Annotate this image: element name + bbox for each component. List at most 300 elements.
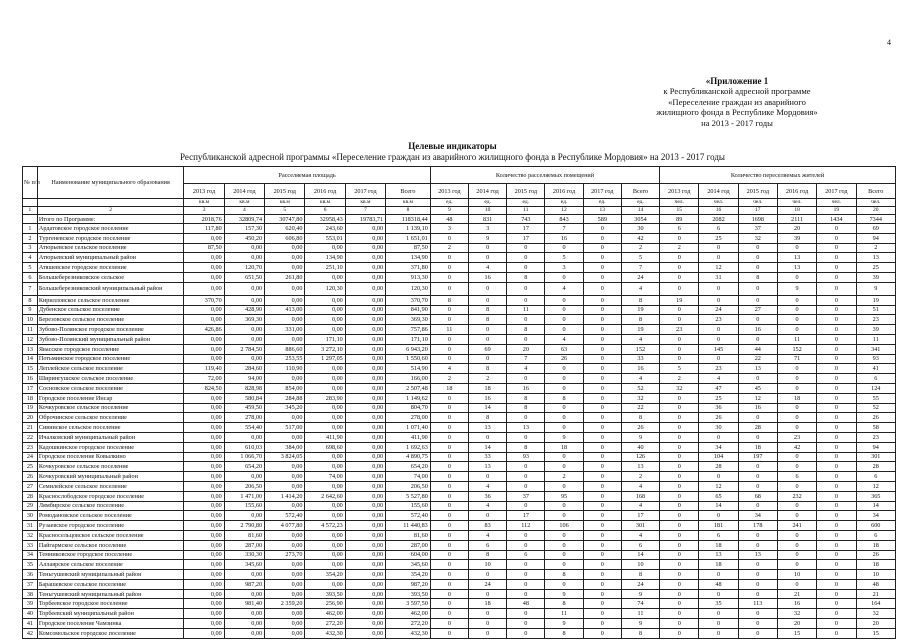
- value-cell: 0: [507, 374, 545, 384]
- value-cell: 0: [430, 609, 468, 619]
- value-cell: 0: [583, 272, 621, 282]
- value-cell: 9: [545, 432, 583, 442]
- value-cell: 26: [856, 550, 896, 560]
- year-header: 2013 год: [430, 184, 468, 199]
- value-cell: 16: [738, 403, 777, 413]
- value-cell: 42: [777, 442, 816, 452]
- value-cell: 0: [738, 589, 777, 599]
- value-cell: 0,00: [305, 452, 345, 462]
- value-cell: 0,00: [345, 272, 385, 282]
- value-cell: 0,00: [224, 282, 264, 295]
- value-cell: 18: [545, 442, 583, 452]
- value-cell: 0,00: [265, 579, 305, 589]
- value-cell: 572,40: [386, 511, 431, 521]
- value-cell: 197: [738, 452, 777, 462]
- value-cell: 0: [583, 462, 621, 472]
- value-cell: 345,20: [265, 403, 305, 413]
- value-cell: 44: [738, 344, 777, 354]
- table-row: [23, 413, 896, 423]
- table-row: [23, 233, 896, 243]
- value-cell: 0: [817, 413, 856, 423]
- value-cell: 0,00: [345, 628, 385, 638]
- value-cell: 181: [699, 521, 738, 531]
- value-cell: 0: [738, 432, 777, 442]
- value-cell: 0,00: [265, 432, 305, 442]
- municipality-name: Потьминское городское поселение: [37, 354, 184, 364]
- value-cell: 2 790,80: [224, 521, 264, 531]
- value-cell: 16: [469, 272, 507, 282]
- value-cell: 8: [545, 393, 583, 403]
- value-cell: 0: [660, 628, 699, 638]
- value-cell: 145: [699, 344, 738, 354]
- value-cell: 0,00: [184, 442, 224, 452]
- col-name-header: Наименование муниципального образования: [37, 167, 184, 199]
- value-cell: 459,50: [224, 403, 264, 413]
- value-cell: 0: [738, 619, 777, 629]
- value-cell: 94,00: [224, 374, 264, 384]
- value-cell: 1 139,10: [386, 224, 431, 234]
- value-cell: 0: [817, 334, 856, 344]
- value-cell: 0: [660, 540, 699, 550]
- column-number: 14: [621, 207, 659, 215]
- value-cell: 0: [660, 521, 699, 531]
- total-label: Итого по Программе:: [37, 215, 184, 224]
- value-cell: 0: [430, 315, 468, 325]
- municipality-name: Тургеневское городское поселение: [37, 233, 184, 243]
- value-cell: 26: [856, 413, 896, 423]
- value-cell: 0: [660, 560, 699, 570]
- value-cell: 0: [738, 481, 777, 491]
- value-cell: 0,00: [184, 511, 224, 521]
- row-number: 31: [23, 521, 38, 531]
- value-cell: 331,00: [265, 325, 305, 335]
- value-cell: 5: [545, 253, 583, 263]
- value-cell: 24: [621, 272, 659, 282]
- column-number: 13: [583, 207, 621, 215]
- value-cell: 301: [856, 452, 896, 462]
- value-cell: 0,00: [265, 334, 305, 344]
- appendix-line: к Республиканской адресной программе: [663, 86, 811, 97]
- total-value: 3054: [621, 215, 659, 224]
- value-cell: 119,40: [184, 364, 224, 374]
- municipality-name: Сивинское сельское поселение: [37, 423, 184, 433]
- value-cell: 48: [856, 579, 896, 589]
- value-cell: 206,50: [386, 481, 431, 491]
- value-cell: 0: [777, 364, 816, 374]
- table-row: [23, 325, 896, 335]
- value-cell: 0: [430, 253, 468, 263]
- value-cell: 18: [738, 442, 777, 452]
- row-number: 3: [23, 243, 38, 253]
- row-number: 11: [23, 325, 38, 335]
- group-header-premises: Количество расселяемых помещений: [430, 167, 659, 184]
- table-row: [23, 452, 896, 462]
- value-cell: 48: [507, 599, 545, 609]
- value-cell: 301: [621, 521, 659, 531]
- value-cell: 0: [583, 263, 621, 273]
- value-cell: 0: [699, 253, 738, 263]
- value-cell: 0,00: [184, 589, 224, 599]
- value-cell: 0: [430, 403, 468, 413]
- municipality-name: Ромодановское сельское поселение: [37, 511, 184, 521]
- total-value: 32958,43: [305, 215, 345, 224]
- value-cell: 514,90: [386, 364, 431, 374]
- year-header: 2016 год: [305, 184, 345, 199]
- value-cell: 0: [583, 224, 621, 234]
- value-cell: 0,00: [184, 579, 224, 589]
- value-cell: 0: [660, 253, 699, 263]
- indicators-table: [22, 166, 896, 639]
- value-cell: 13: [469, 423, 507, 433]
- value-cell: 55: [856, 393, 896, 403]
- value-cell: 0,00: [265, 462, 305, 472]
- value-cell: 0: [817, 272, 856, 282]
- value-cell: 4: [621, 374, 659, 384]
- value-cell: 14: [621, 550, 659, 560]
- value-cell: 30: [621, 224, 659, 234]
- value-cell: 0,00: [305, 383, 345, 393]
- value-cell: 74,00: [305, 472, 345, 482]
- value-cell: 4: [699, 374, 738, 384]
- value-cell: 39: [856, 325, 896, 335]
- value-cell: 0: [777, 452, 816, 462]
- value-cell: 0: [583, 589, 621, 599]
- value-cell: 0,00: [184, 619, 224, 629]
- value-cell: 411,90: [305, 432, 345, 442]
- value-cell: 20: [777, 619, 816, 629]
- value-cell: 0: [430, 472, 468, 482]
- value-cell: 16: [738, 325, 777, 335]
- row-number: 14: [23, 354, 38, 364]
- value-cell: 0: [660, 609, 699, 619]
- value-cell: 0: [507, 432, 545, 442]
- total-value: 743: [507, 215, 545, 224]
- value-cell: 171,10: [305, 334, 345, 344]
- value-cell: 0: [660, 334, 699, 344]
- value-cell: 0,00: [224, 253, 264, 263]
- value-cell: 4 077,80: [265, 521, 305, 531]
- value-cell: 16: [621, 364, 659, 374]
- year-header: 2014 год: [469, 184, 507, 199]
- value-cell: 393,50: [305, 589, 345, 599]
- value-cell: 0: [545, 501, 583, 511]
- value-cell: 3: [430, 224, 468, 234]
- value-cell: 0,00: [345, 491, 385, 501]
- value-cell: 0: [545, 383, 583, 393]
- value-cell: 0,00: [184, 305, 224, 315]
- value-cell: 168: [621, 491, 659, 501]
- value-cell: 0,00: [224, 334, 264, 344]
- value-cell: 0: [507, 501, 545, 511]
- year-header: Всего: [621, 184, 659, 199]
- municipality-name: Темниковское городское поселение: [37, 550, 184, 560]
- value-cell: 432,30: [305, 628, 345, 638]
- value-cell: 0: [507, 628, 545, 638]
- value-cell: 14: [469, 442, 507, 452]
- table-row: [23, 334, 896, 344]
- unit-cell: чел.: [856, 199, 896, 207]
- value-cell: 0,00: [184, 609, 224, 619]
- value-cell: 0: [430, 589, 468, 599]
- value-cell: 106: [545, 521, 583, 531]
- appendix-line: на 2013 - 2017 годы: [701, 117, 773, 128]
- value-cell: 0: [699, 570, 738, 580]
- value-cell: 0,00: [305, 403, 345, 413]
- value-cell: 14: [856, 501, 896, 511]
- municipality-name: Кочкуровское сельское поселение: [37, 462, 184, 472]
- value-cell: 0: [660, 272, 699, 282]
- value-cell: 178: [738, 521, 777, 531]
- value-cell: 152: [621, 344, 659, 354]
- value-cell: 37: [507, 491, 545, 501]
- column-number: 8: [386, 207, 431, 215]
- value-cell: 110,90: [265, 364, 305, 374]
- value-cell: 651,50: [224, 272, 264, 282]
- value-cell: 0,00: [345, 481, 385, 491]
- value-cell: 0: [545, 272, 583, 282]
- value-cell: 14: [469, 403, 507, 413]
- unit-cell: ед.: [621, 199, 659, 207]
- value-cell: 0: [583, 393, 621, 403]
- value-cell: 0: [817, 579, 856, 589]
- value-cell: 0: [583, 374, 621, 384]
- value-cell: 0: [738, 315, 777, 325]
- value-cell: 0: [583, 305, 621, 315]
- value-cell: 0: [583, 540, 621, 550]
- value-cell: 426,86: [184, 325, 224, 335]
- value-cell: 0,00: [305, 272, 345, 282]
- value-cell: 8: [545, 599, 583, 609]
- value-cell: 0: [738, 282, 777, 295]
- total-value: 2018,76: [184, 215, 224, 224]
- value-cell: 278,00: [386, 413, 431, 423]
- value-cell: 93: [856, 354, 896, 364]
- municipality-name: Красносельцовское сельское поселение: [37, 530, 184, 540]
- value-cell: 0,00: [184, 570, 224, 580]
- value-cell: 0: [738, 374, 777, 384]
- value-cell: 0: [507, 462, 545, 472]
- value-cell: 0: [583, 325, 621, 335]
- value-cell: 0: [738, 462, 777, 472]
- table-row: [23, 530, 896, 540]
- value-cell: 120,30: [386, 282, 431, 295]
- value-cell: 4: [469, 530, 507, 540]
- value-cell: 0: [583, 570, 621, 580]
- value-cell: 5 527,80: [386, 491, 431, 501]
- value-cell: 0,00: [345, 609, 385, 619]
- value-cell: 0: [583, 619, 621, 629]
- value-cell: 0: [583, 452, 621, 462]
- value-cell: 0,00: [184, 393, 224, 403]
- year-header: 2017 год: [345, 184, 385, 199]
- unit-cell: кв.м: [265, 199, 305, 207]
- table-row: [23, 472, 896, 482]
- value-cell: 0: [817, 282, 856, 295]
- column-number: 10: [469, 207, 507, 215]
- value-cell: 94: [856, 233, 896, 243]
- value-cell: 0,00: [305, 560, 345, 570]
- value-cell: 0: [738, 413, 777, 423]
- year-header: 2016 год: [545, 184, 583, 199]
- value-cell: 620,40: [265, 224, 305, 234]
- value-cell: 0: [583, 243, 621, 253]
- value-cell: 0: [699, 334, 738, 344]
- value-cell: 0,00: [345, 364, 385, 374]
- value-cell: 24: [621, 579, 659, 589]
- row-number: 28: [23, 491, 38, 501]
- row-number: 1: [23, 224, 38, 234]
- value-cell: 0,00: [184, 413, 224, 423]
- value-cell: 152: [777, 344, 816, 354]
- value-cell: 0: [430, 501, 468, 511]
- value-cell: 0,00: [265, 589, 305, 599]
- column-number: 17: [738, 207, 777, 215]
- value-cell: 0: [545, 364, 583, 374]
- value-cell: 0: [430, 305, 468, 315]
- value-cell: 600: [856, 521, 896, 531]
- table-row: [23, 344, 896, 354]
- value-cell: 0,00: [305, 481, 345, 491]
- value-cell: 4: [621, 530, 659, 540]
- value-cell: 18: [699, 540, 738, 550]
- value-cell: 13: [777, 253, 816, 263]
- value-cell: 0: [583, 315, 621, 325]
- value-cell: 12: [856, 481, 896, 491]
- column-number: 16: [699, 207, 738, 215]
- value-cell: 0: [817, 491, 856, 501]
- value-cell: 6 943,20: [386, 344, 431, 354]
- municipality-name: Большеберезниковский муниципальный район: [37, 282, 184, 295]
- value-cell: 0: [738, 560, 777, 570]
- value-cell: 32: [777, 609, 816, 619]
- table-row: [23, 393, 896, 403]
- value-cell: 604,00: [386, 550, 431, 560]
- value-cell: 12: [699, 263, 738, 273]
- year-header: 2015 год: [507, 184, 545, 199]
- year-header: 2013 год: [660, 184, 699, 199]
- table-row: [23, 570, 896, 580]
- value-cell: 365: [856, 491, 896, 501]
- municipality-name: Кадошкинское городское поселение: [37, 442, 184, 452]
- table-row: [23, 263, 896, 273]
- value-cell: 8: [469, 364, 507, 374]
- value-cell: 0: [817, 393, 856, 403]
- row-number: 34: [23, 550, 38, 560]
- value-cell: 7: [545, 224, 583, 234]
- value-cell: 0: [430, 233, 468, 243]
- value-cell: 6: [621, 540, 659, 550]
- value-cell: 0,00: [184, 521, 224, 531]
- value-cell: 0: [545, 481, 583, 491]
- value-cell: 25: [856, 263, 896, 273]
- value-cell: 0,00: [265, 481, 305, 491]
- year-header: 2017 год: [583, 184, 621, 199]
- value-cell: 45: [738, 383, 777, 393]
- row-number: 8: [23, 295, 38, 305]
- total-value: 1434: [817, 215, 856, 224]
- value-cell: 0,00: [224, 472, 264, 482]
- unit-cell: ед.: [583, 199, 621, 207]
- value-cell: 0: [817, 570, 856, 580]
- value-cell: 18: [699, 560, 738, 570]
- value-cell: 0,00: [265, 253, 305, 263]
- value-cell: 4: [430, 364, 468, 374]
- table-row: [23, 521, 896, 531]
- value-cell: 0,00: [305, 579, 345, 589]
- value-cell: 0: [507, 253, 545, 263]
- value-cell: 0,00: [345, 295, 385, 305]
- value-cell: 824,50: [184, 383, 224, 393]
- column-number: 1: [23, 207, 38, 215]
- value-cell: 0: [507, 589, 545, 599]
- value-cell: 0: [545, 403, 583, 413]
- value-cell: 0,00: [345, 263, 385, 273]
- value-cell: 0: [660, 579, 699, 589]
- value-cell: 3 597,50: [386, 599, 431, 609]
- value-cell: 11: [621, 609, 659, 619]
- value-cell: 0: [545, 325, 583, 335]
- value-cell: 5: [621, 253, 659, 263]
- value-cell: 0,00: [265, 315, 305, 325]
- value-cell: 0,00: [345, 344, 385, 354]
- value-cell: 0: [583, 344, 621, 354]
- value-cell: 14: [699, 501, 738, 511]
- value-cell: 0,00: [184, 354, 224, 364]
- column-number: 9: [430, 207, 468, 215]
- value-cell: 0,00: [184, 253, 224, 263]
- value-cell: 1 692,63: [386, 442, 431, 452]
- value-cell: 2: [545, 472, 583, 482]
- value-cell: 0: [660, 413, 699, 423]
- value-cell: 52: [621, 383, 659, 393]
- value-cell: 48: [699, 579, 738, 589]
- value-cell: 13: [738, 550, 777, 560]
- value-cell: 0,00: [305, 413, 345, 423]
- value-cell: 18: [469, 383, 507, 393]
- row-number: 2: [23, 233, 38, 243]
- value-cell: 30: [699, 423, 738, 433]
- value-cell: 0: [817, 560, 856, 570]
- value-cell: 68: [738, 491, 777, 501]
- value-cell: 1 550,60: [386, 354, 431, 364]
- value-cell: 0: [430, 491, 468, 501]
- value-cell: 23: [777, 432, 816, 442]
- value-cell: 0: [430, 599, 468, 609]
- value-cell: 19: [856, 295, 896, 305]
- value-cell: 37: [738, 224, 777, 234]
- value-cell: 71: [777, 354, 816, 364]
- value-cell: 0: [699, 354, 738, 364]
- value-cell: 6: [469, 540, 507, 550]
- value-cell: 0: [583, 560, 621, 570]
- value-cell: 0: [738, 579, 777, 589]
- value-cell: 0,00: [345, 619, 385, 629]
- column-number: 5: [265, 207, 305, 215]
- value-cell: 0: [699, 282, 738, 295]
- value-cell: 16: [469, 393, 507, 403]
- value-cell: 0,00: [345, 233, 385, 243]
- value-cell: 232: [777, 491, 816, 501]
- unit-cell-empty: [23, 199, 38, 207]
- year-header: 2017 год: [817, 184, 856, 199]
- row-number: 21: [23, 423, 38, 433]
- value-cell: 9: [621, 589, 659, 599]
- value-cell: 51: [856, 305, 896, 315]
- row-number: 40: [23, 609, 38, 619]
- table-row: [23, 374, 896, 384]
- municipality-name: Оброчинское сельское поселение: [37, 413, 184, 423]
- value-cell: 1 066,70: [224, 452, 264, 462]
